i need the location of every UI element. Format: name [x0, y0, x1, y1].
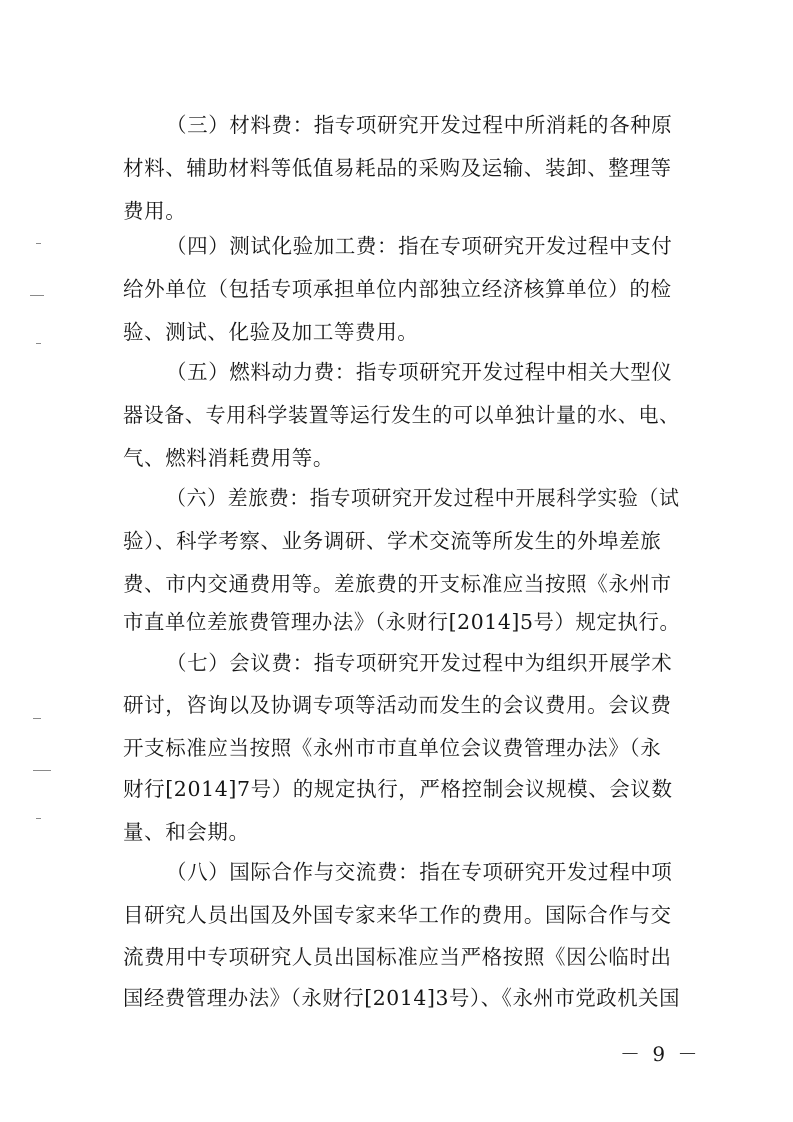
text-line: 国经费管理办法》（永财行[2014]3号）、《永州市党政机关国 — [123, 986, 681, 1010]
binding-mark — [33, 770, 51, 771]
binding-mark — [33, 718, 41, 719]
text-line: （四）测试化验加工费：指在专项研究开发过程中支付 — [166, 234, 673, 258]
text-line: 流费用中专项研究人员出国标准应当严格按照《因公临时出 — [123, 945, 672, 969]
binding-mark — [36, 243, 41, 244]
text-line: 开支标准应当按照《永州市市直单位会议费管理办法》（永 — [123, 736, 662, 760]
text-line: 市直单位差旅费管理办法》（永财行[2014]5号）规定执行。 — [123, 610, 681, 634]
text-line: （五）燃料动力费：指专项研究开发过程中相关大型仪 — [166, 360, 673, 384]
text-line: 量、和会期。 — [123, 820, 250, 844]
text-line: 目研究人员出国及外国专家来华工作的费用。国际合作与交 — [123, 903, 672, 927]
text-line: （三）材料费：指专项研究开发过程中所消耗的各种原 — [166, 113, 673, 137]
text-line: （六）差旅费：指专项研究开发过程中开展科学实验（试 — [166, 486, 680, 510]
text-line: 费用。 — [123, 199, 187, 223]
text-line: 验、测试、化验及加工等费用。 — [123, 320, 419, 344]
text-line: 研讨，咨询以及协调专项等活动而发生的会议费用。会议费 — [123, 693, 672, 717]
text-line: 财行[2014]7号）的规定执行，严格控制会议规模、会议数 — [123, 777, 673, 801]
text-line: 材料、辅助材料等低值易耗品的采购及运输、装卸、整理等 — [123, 156, 672, 180]
text-line: 器设备、专用科学装置等运行发生的可以单独计量的水、电、 — [123, 403, 680, 427]
binding-mark — [30, 295, 44, 296]
binding-mark — [36, 343, 41, 344]
text-line: （八）国际合作与交流费：指在专项研究开发过程中项 — [166, 860, 673, 884]
text-line: 给外单位（包括专项承担单位内部独立经济核算单位）的检 — [123, 277, 672, 301]
binding-mark — [36, 818, 41, 819]
text-line: 费、市内交通费用等。差旅费的开支标准应当按照《永州市 — [123, 572, 672, 596]
page-number: － 9 － — [620, 1042, 701, 1066]
text-line: 气、燃料消耗费用等。 — [123, 446, 334, 470]
text-line: 验）、科学考察、业务调研、学术交流等所发生的外埠差旅 — [123, 529, 662, 553]
text-line: （七）会议费：指专项研究开发过程中为组织开展学术 — [166, 651, 673, 675]
